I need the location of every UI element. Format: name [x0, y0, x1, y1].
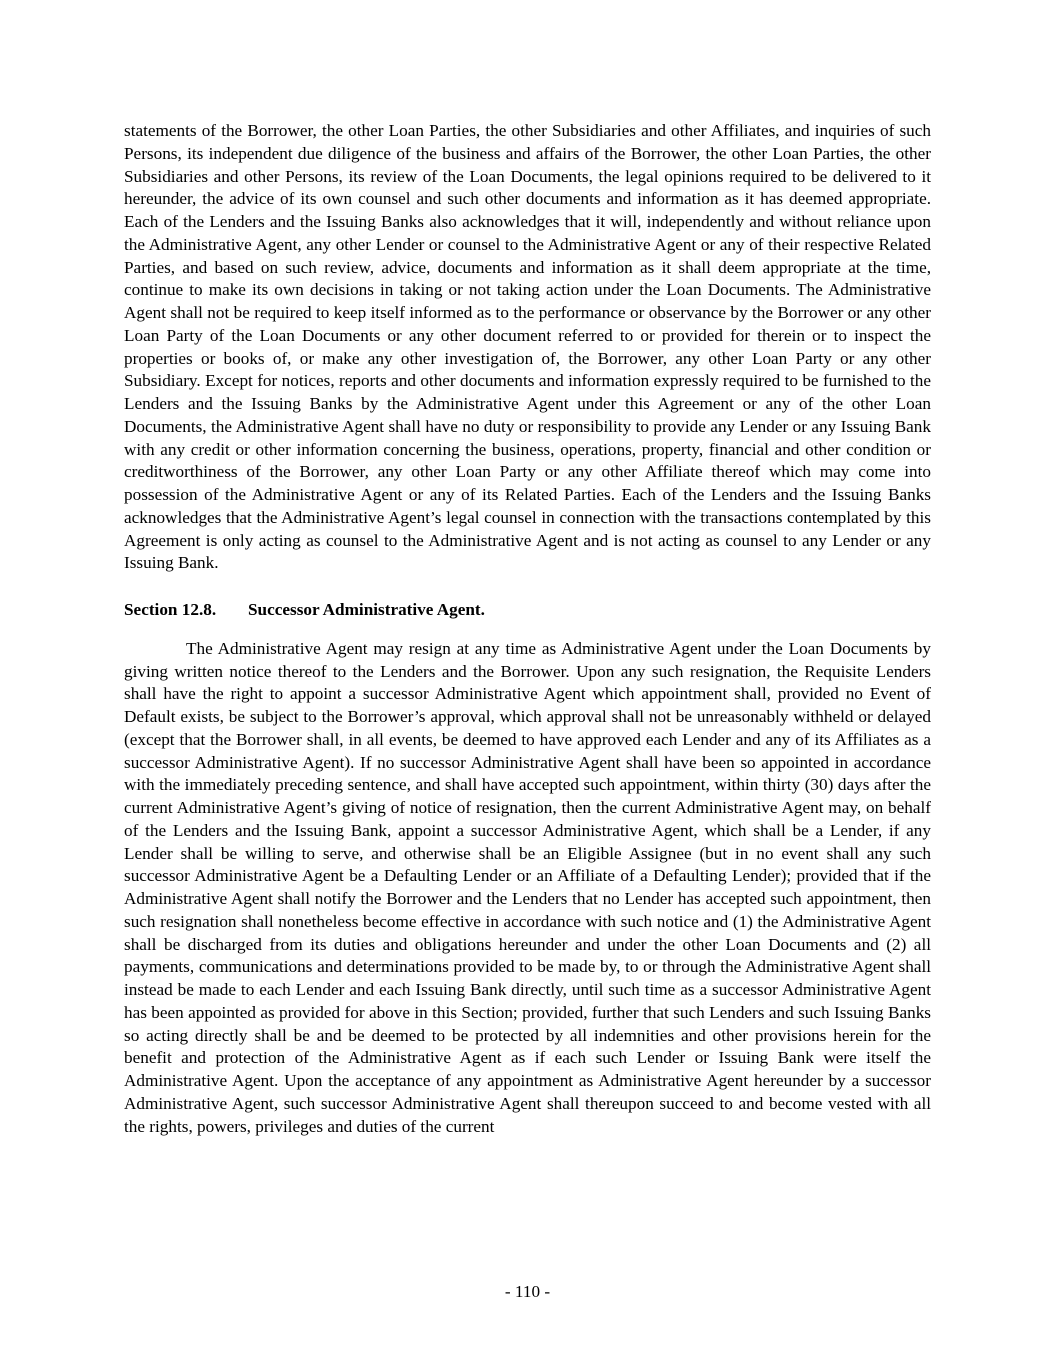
- section-number: Section 12.8.: [124, 600, 217, 619]
- body-paragraph: statements of the Borrower, the other Loan Parties, the other Subsidiaries and other Affiliates, and inquiries of such Persons, its independent due diligence of the business and affairs of the Borrower, the other Loan Parties, the other Subsidiaries and other Persons, its review of the Loan Documents, the legal opinions required to be delivered to it hereunder, the advice of its own counsel and such other documents and information as it has deemed appropriate. Each of the Lenders and the Issuing Banks also acknowledges that it will, independently and without reliance upon the Administrative Agent, any other Lender or counsel to the Administrative Agent or any of their respective Related Parties, and based on such review, advice, documents and information as it shall deem appropriate at the time, continue to make its own decisions in taking or not taking action under the Loan Documents. The Administrative Agent shall not be required to keep itself informed as to the performance or observance by the Borrower or any other Loan Party of the Loan Documents or any other document referred to or provided for therein or to inspect the properties or books of, or make any other investigation of, the Borrower, any other Loan Party or any other Subsidiary. Except for notices, reports and other documents and information expressly required to be furnished to the Lenders and the Issuing Banks by the Administrative Agent under this Agreement or any of the other Loan Documents, the Administrative Agent shall have no duty or responsibility to provide any Lender or any Issuing Bank with any credit or other information concerning the business, operations, property, financial and other condition or creditworthiness of the Borrower, any other Loan Party or any other Affiliate thereof which may come into possession of the Administrative Agent or any of its Related Parties. Each of the Lenders and the Issuing Banks acknowledges that the Administrative Agent’s legal counsel in connection with the transactions contemplated by this Agreement is only acting as counsel to the Administrative Agent and is not acting as counsel to any Lender or any Issuing Bank.: [124, 121, 931, 573]
- document-body: [124, 120, 931, 1138]
- page-number: - 110 -: [504, 1282, 551, 1301]
- section-heading: [124, 599, 931, 622]
- section-title: Successor Administrative Agent.: [248, 600, 485, 619]
- body-paragraph: The Administrative Agent may resign at any time as Administrative Agent under the Loan Documents by giving written notice thereof to the Lenders and the Borrower. Upon any such resignation, the Requisite Lenders shall have the right to appoint a successor Administrative Agent which appointment shall, provided no Event of Default exists, be subject to the Borrower’s approval, which approval shall not be unreasonably withheld or delayed (except that the Borrower shall, in all events, be deemed to have approved each Lender and any of its Affiliates as a successor Administrative Agent). If no successor Administrative Agent shall have been so appointed in accordance with the immediately preceding sentence, and shall have accepted such appointment, within thirty (30) days after the current Administrative Agent’s giving of notice of resignation, then the current Administrative Agent may, on behalf of the Lenders and the Issuing Bank, appoint a successor Administrative Agent, which shall be a Lender, if any Lender shall be willing to serve, and otherwise shall be an Eligible Assignee (but in no event shall any such successor Administrative Agent be a Defaulting Lender or an Affiliate of a Defaulting Lender); provided that if the Administrative Agent shall notify the Borrower and the Lenders that no Lender has accepted such appointment, then such resignation shall nonetheless become effective in accordance with such notice and (1) the Administrative Agent shall be discharged from its duties and obligations hereunder and under the other Loan Documents and (2) all payments, communications and determinations provided to be made by, to or through the Administrative Agent shall instead be made to each Lender and each Issuing Bank directly, until such time as a successor Administrative Agent has been appointed as provided for above in this Section; provided, further that such Lenders and such Issuing Banks so acting directly shall be and be deemed to be protected by all indemnities and other provisions herein for the benefit and protection of the Administrative Agent as if each such Lender or Issuing Bank were itself the Administrative Agent. Upon the acceptance of any appointment as Administrative Agent hereunder by a successor Administrative Agent, such successor Administrative Agent shall thereupon succeed to and become vested with all the rights, powers, privileges and duties of the current: [124, 638, 931, 1136]
